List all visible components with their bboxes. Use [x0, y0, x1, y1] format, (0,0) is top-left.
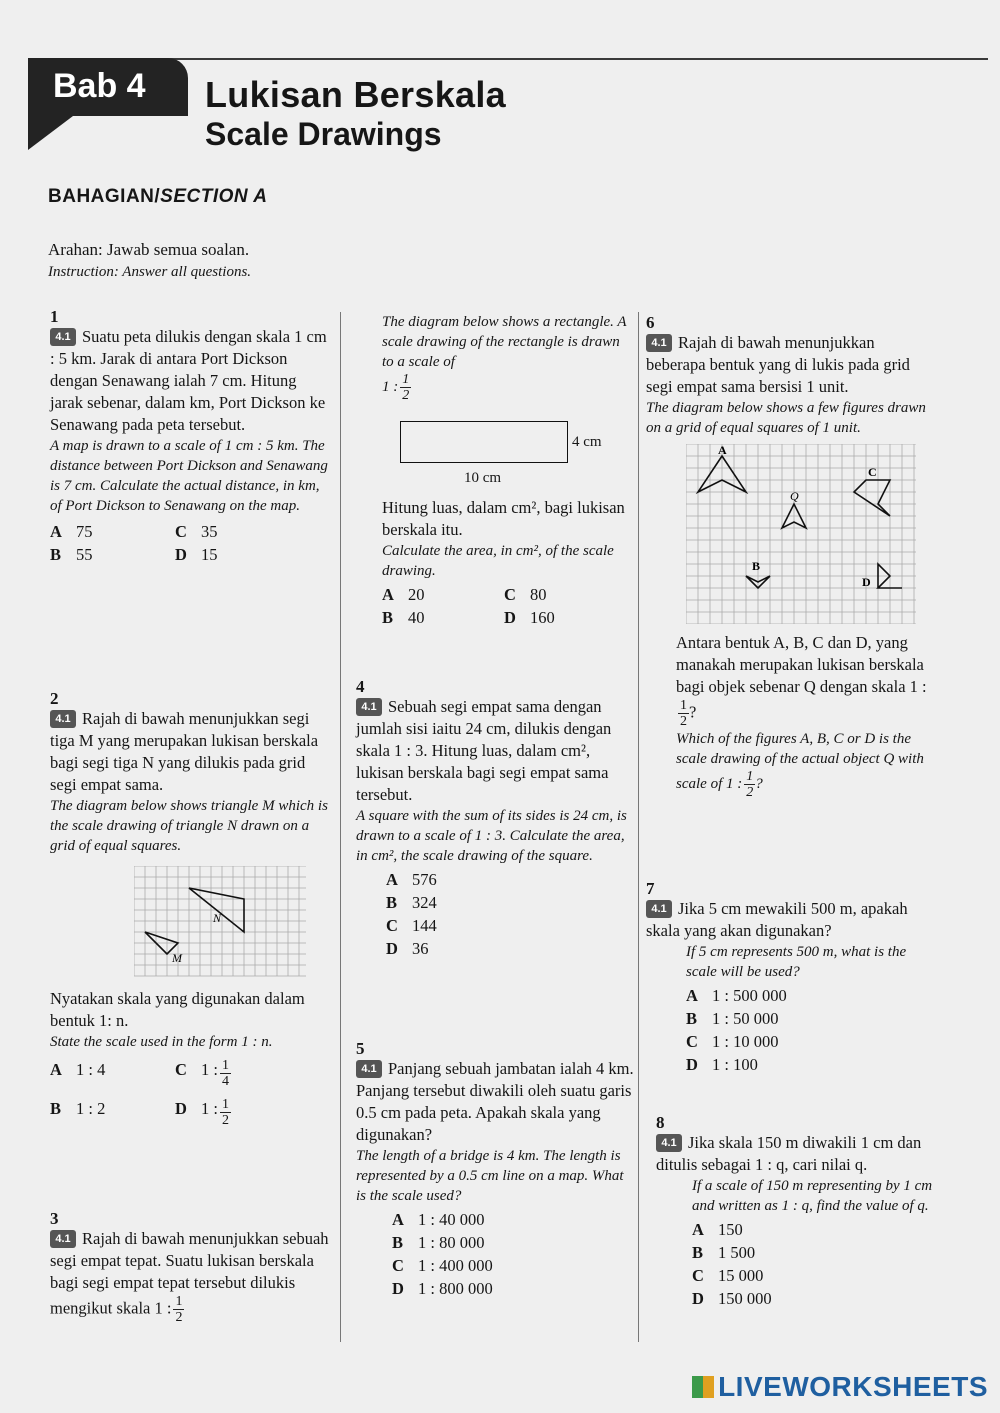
q3-number: 3 [50, 1209, 59, 1228]
q2-prompt-malay: Nyatakan skala yang digunakan dalam bentuk 1: n. [50, 989, 305, 1030]
q1-options [50, 520, 332, 566]
q4-option-c[interactable]: C 144 [386, 916, 437, 935]
q3-rect-height: 4 cm [572, 434, 602, 450]
question-6: 6 4.1 Rajah di bawah menunjukkan beberapa bentuk yang di lukis pada grid segi empat sama bersisi 1 unit. The diagram below shows a few figures drawn on a grid of equal squares of 1 unit. A Q C B D Antara bentuk A, B, C dan D, yang manakah merupakan lukisan berskala bagi objek sebenar Q dengan skala 1 : $\frac{1}{2}$ ? Which of the figures A, B, C or D is the scale drawing of the actual object Q with scale of 1 : $\frac{1}{2}$ ? [646, 312, 936, 800]
question-3-continued: The diagram below shows a rectangle. A scale drawing of the rectangle is drawn to a scale of 1 : $\frac{1}{2}$ 4 cm 10 cm Hitung luas, dalam cm², bagi lukisan berskala itu. Calculate the area, in cm², of the scale drawing. A 20 C 80 B 40 D 160 [382, 314, 627, 627]
q6-prompt-malay: Antara bentuk A, B, C dan D, yang manakah merupakan lukisan berskala bagi objek sebenar Q dengan skala 1 : [676, 633, 927, 696]
q6-shape-c [854, 480, 890, 516]
q5-text-malay: Panjang sebuah jambatan ialah 4 km. Panjang tersebut diwakili oleh suatu garis 0.5 cm pada peta. Apakah skala yang digunakan? [356, 1059, 634, 1144]
q5-options [356, 1208, 634, 1300]
q3-option-d[interactable]: D 160 [504, 608, 555, 627]
q4-number: 4 [356, 677, 365, 696]
q4-options [356, 868, 630, 960]
liveworksheets-logo[interactable]: LIVEWORKSHEETS [692, 1371, 988, 1403]
q8-option-c[interactable]: C 15 000 [692, 1266, 764, 1285]
q7-option-c[interactable]: C 1 : 10 000 [686, 1032, 779, 1051]
q6-label-d: D [862, 575, 871, 589]
q3-option-c[interactable]: C 80 [504, 585, 547, 604]
q2-option-c[interactable]: C 1 : $\frac{1}{4}$ [175, 1058, 229, 1089]
q2-text-malay: Rajah di bawah menunjukkan segi tiga M yang merupakan lukisan berskala bagi segi tiga N yang dilukis pada grid segi empat sama. [50, 709, 319, 794]
q6-label-b: B [752, 559, 761, 573]
q6-number: 6 [646, 313, 655, 332]
q2-option-d[interactable]: D 1 : $\frac{1}{2}$ [175, 1097, 229, 1128]
q6-label-a: A [718, 444, 727, 457]
q1-option-b[interactable]: B 55 [50, 545, 93, 564]
q8-option-b[interactable]: B 1 500 [692, 1243, 756, 1262]
q5-badge: 4.1 [356, 1060, 382, 1078]
q5-number: 5 [356, 1039, 365, 1058]
q7-option-a[interactable]: A 1 : 500 000 [686, 986, 787, 1005]
q6-text-english: The diagram below shows a few figures drawn on a grid of equal squares of 1 unit. [646, 400, 926, 436]
q7-badge: 4.1 [646, 900, 672, 918]
q6-shapes-grid [686, 444, 916, 624]
q3-prompt-english: Calculate the area, in cm², of the scale drawing. [382, 543, 614, 579]
q4-text-malay: Sebuah segi empat sama dengan jumlah sisi iaitu 24 cm, dilukis dengan skala 1 : 3. Hitung luas, dalam cm², lukisan berskala bagi segi empat sama tersebut. [356, 697, 612, 804]
q8-number: 8 [656, 1113, 665, 1132]
column-divider-2 [638, 312, 639, 1342]
q5-option-a[interactable]: A 1 : 40 000 [392, 1210, 485, 1229]
q2-label-n: N [213, 911, 222, 925]
q6-badge: 4.1 [646, 334, 672, 352]
q5-text-english: The length of a bridge is 4 km. The length is represented by a 0.5 cm line on a map. What is the scale used? [356, 1148, 624, 1204]
q3-option-a[interactable]: A 20 [382, 585, 425, 604]
q3-badge: 4.1 [50, 1230, 76, 1248]
q8-text-english: If a scale of 150 m representing by 1 cm and written as 1 : q, find the value of q. [692, 1178, 933, 1214]
q1-option-d[interactable]: D 15 [175, 545, 218, 564]
q7-option-b[interactable]: B 1 : 50 000 [686, 1009, 779, 1028]
liveworksheets-logo-icon [692, 1376, 714, 1398]
q8-options [656, 1218, 942, 1310]
q3-prompt-malay: Hitung luas, dalam cm², bagi lukisan berskala itu. [382, 498, 625, 539]
q8-text-malay: Jika skala 150 m diwakili 1 cm dan ditulis sebagai 1 : q, cari nilai q. [656, 1133, 922, 1174]
q2-options [50, 1058, 332, 1128]
q6-prompt-english: Which of the figures A, B, C or D is the scale drawing of the actual object Q with scale of 1 : [676, 731, 924, 792]
chapter-tab-corner [28, 116, 73, 150]
q4-text-english: A square with the sum of its sides is 24 cm, is drawn to a scale of 1 : 3. Calculate the area, in cm², the scale drawing of the square. [356, 808, 627, 864]
q1-text-english: A map is drawn to a scale of 1 cm : 5 km. The distance between Port Dickson and Senawang is 7 cm. Calculate the actual distance, in km, of Port Dickson to Senawang on the map. [50, 438, 328, 514]
q2-number: 2 [50, 689, 59, 708]
q1-option-c[interactable]: C 35 [175, 522, 218, 541]
q2-label-m: M [172, 951, 182, 965]
q4-option-b[interactable]: B 324 [386, 893, 437, 912]
q2-triangle-grid [134, 866, 306, 978]
q2-text-english: The diagram below shows triangle M which is the scale drawing of triangle N drawn on a grid of equal squares. [50, 798, 328, 854]
q6-label-q: Q [790, 489, 799, 503]
q7-text-malay: Jika 5 cm mewakili 500 m, apakah skala yang akan digunakan? [646, 899, 908, 940]
q2-prompt-english: State the scale used in the form 1 : n. [50, 1034, 273, 1050]
q6-label-c: C [868, 465, 877, 479]
instruction-english: Instruction: Answer all questions. [48, 264, 252, 280]
q1-text-malay: Suatu peta dilukis dengan skala 1 cm : 5 km. Jarak di antara Port Dickson dengan Senawang ialah 7 cm. Hitung jarak sebenar, dalam km, Port Dickson ke Senawang pada peta tersebut. [50, 327, 327, 434]
question-5 [356, 1038, 634, 1300]
q4-option-d[interactable]: D 36 [386, 939, 429, 958]
q5-option-d[interactable]: D 1 : 800 000 [392, 1279, 493, 1298]
q3-rectangle [400, 421, 568, 463]
q1-option-a[interactable]: A 75 [50, 522, 93, 541]
section-heading: BAHAGIAN/SECTION A [48, 186, 268, 207]
q7-number: 7 [646, 879, 655, 898]
q4-badge: 4.1 [356, 698, 382, 716]
q3-text-english: The diagram below shows a rectangle. A scale drawing of the rectangle is drawn to a scale of [382, 314, 627, 370]
q7-text-english: If 5 cm represents 500 m, what is the scale will be used? [686, 944, 907, 980]
q3-rectangle-diagram [382, 417, 628, 497]
column-divider-1 [340, 312, 341, 1342]
q7-options [646, 984, 936, 1076]
q5-option-b[interactable]: B 1 : 80 000 [392, 1233, 485, 1252]
q3-options [382, 583, 628, 629]
q2-badge: 4.1 [50, 710, 76, 728]
question-4 [356, 676, 630, 960]
question-2 [50, 688, 332, 1128]
q3-text-malay: Rajah di bawah menunjukkan sebuah segi empat tepat. Suatu lukisan berskala bagi segi empat tepat tersebut dilukis mengikut skala 1 : [50, 1229, 329, 1318]
q3-option-b[interactable]: B 40 [382, 608, 425, 627]
q8-badge: 4.1 [656, 1134, 682, 1152]
q6-text-malay: Rajah di bawah menunjukkan beberapa bentuk yang di lukis pada grid segi empat sama bersisi 1 unit. [646, 333, 910, 396]
q4-option-a[interactable]: A 576 [386, 870, 437, 889]
q2-option-a[interactable]: A 1 : 4 [50, 1060, 106, 1079]
q8-option-a[interactable]: A 150 [692, 1220, 743, 1239]
q8-option-d[interactable]: D 150 000 [692, 1289, 772, 1308]
question-1 [50, 306, 332, 566]
question-7 [646, 878, 936, 1076]
question-3-start: 3 4.1 Rajah di bawah menunjukkan sebuah segi empat tepat. Suatu lukisan berskala bagi segi empat tepat tersebut dilukis mengikut skala 1 : $\frac{1}{2}$ [50, 1209, 329, 1325]
chapter-tab: Bab 4 [28, 58, 188, 116]
instruction-malay: Arahan: Jawab semua soalan. [48, 240, 250, 259]
q2-option-b[interactable]: B 1 : 2 [50, 1099, 106, 1118]
q3-rect-width: 10 cm [464, 470, 502, 486]
question-8 [656, 1112, 942, 1310]
q1-number: 1 [50, 307, 59, 326]
title-malay: Lukisan Berskala [205, 74, 506, 115]
title-english: Scale Drawings [205, 116, 442, 152]
q5-option-c[interactable]: C 1 : 400 000 [392, 1256, 493, 1275]
q1-badge: 4.1 [50, 328, 76, 346]
q7-option-d[interactable]: D 1 : 100 [686, 1055, 758, 1074]
